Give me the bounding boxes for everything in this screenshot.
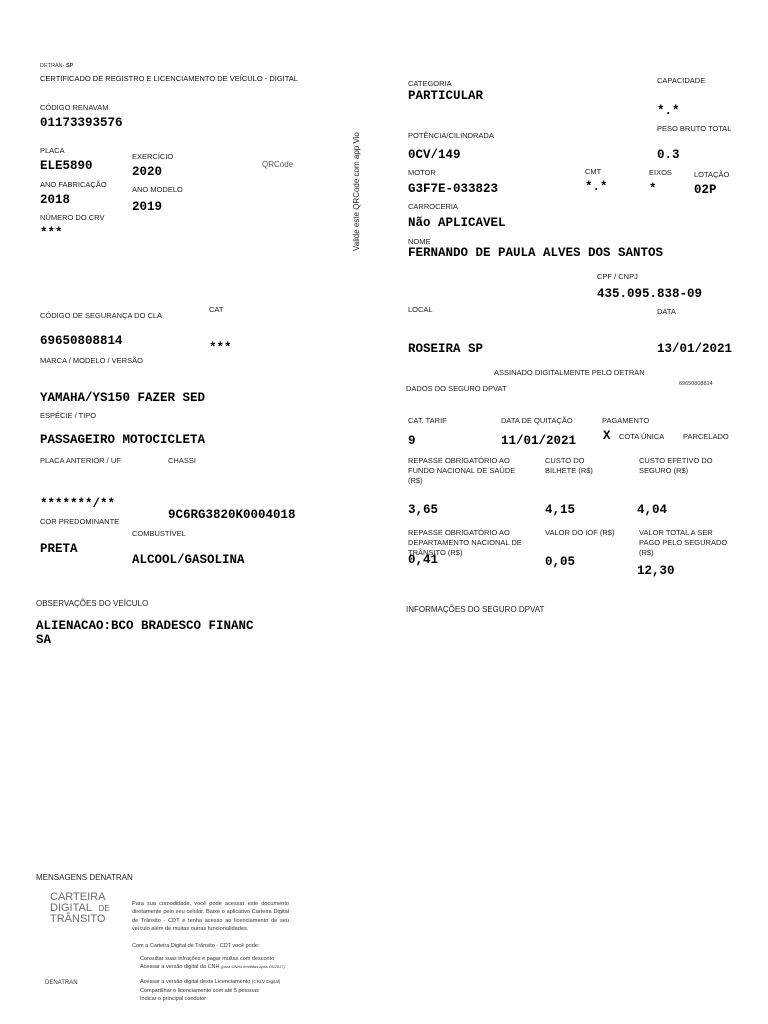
combustivel-label: COMBUSTÍVEL	[132, 529, 186, 538]
potencia-value: 0CV/149	[408, 148, 461, 162]
categoria-value: PARTICULAR	[408, 89, 484, 103]
custo-bilhete-label: CUSTO DO BILHETE (R$)	[545, 456, 593, 475]
capacidade-label: CAPACIDADE	[657, 76, 706, 85]
iof-value: 0,05	[545, 555, 576, 569]
cdt-item5: Indicar o principal condutor	[140, 996, 207, 1002]
especie-label: ESPÉCIE / TIPO	[40, 411, 97, 420]
nome-value: FERNANDO DE PAULA ALVES DOS SANTOS	[408, 246, 664, 260]
parcelado-label: PARCELADO	[683, 432, 729, 441]
lotacao-label: LOTAÇÃO	[694, 170, 730, 179]
repasse-denatran-label: REPASSE OBRIGATÓRIO AO DEPARTAMENTO NACIONAL DE TRÂNSITO (R$)	[408, 528, 522, 557]
document-title: CERTIFICADO DE REGISTRO E LICENCIAMENTO DE VEÍCULO - DIGITAL	[40, 74, 298, 83]
pagamento-label: PAGAMENTO	[602, 416, 650, 425]
combustivel-value: ALCOOL/GASOLINA	[132, 553, 245, 567]
cdt-item3-note: (CRLV Digital)	[251, 979, 281, 984]
exercicio-value: 2020	[132, 165, 163, 179]
custo-bilhete-value: 4,15	[545, 503, 576, 517]
codigo-seguranca-label: CÓDIGO DE SEGURANÇA DO CLA	[40, 311, 163, 320]
chassi-value: 9C6RG3820K0004018	[168, 508, 296, 522]
local-label: LOCAL	[408, 305, 433, 314]
detran-label	[40, 63, 73, 69]
ano-modelo-value: 2019	[132, 200, 163, 214]
repasse-fns-value: 3,65	[408, 503, 439, 517]
cmt-value: *.*	[585, 180, 608, 194]
carroceria-label: CARROCERIA	[408, 202, 459, 211]
custo-efetivo-label: CUSTO EFETIVO DO SEGURO (R$)	[639, 456, 713, 475]
placa-value: ELE5890	[40, 159, 93, 173]
eixos-value: *	[649, 182, 657, 196]
dpvat-info-label: INFORMAÇÕES DO SEGURO DPVAT	[406, 605, 545, 614]
observacoes-line2: SA	[36, 633, 52, 647]
cor-label: COR PREDOMINANTE	[40, 517, 120, 526]
dpvat-code: 69650808814	[679, 381, 713, 387]
total-label: VALOR TOTAL A SER PAGO PELO SEGURADO (R$)	[639, 528, 728, 557]
ano-fabricacao-value: 2018	[40, 193, 71, 207]
motor-label: MOTOR	[408, 168, 436, 177]
cdt-item1: Consultar suas infrações e pagar multas com desconto	[140, 956, 275, 962]
iof-label: VALOR DO IOF (R$)	[545, 528, 615, 537]
cdt-item3-text: Acessar a versão digital deste Licenciamento	[140, 979, 251, 985]
mensagens-title: MENSAGENS DENATRAN	[36, 873, 133, 882]
detran-prefix: DETRAN-	[40, 63, 65, 69]
numero-crv-value: ***	[40, 226, 63, 240]
marca-label: MARCA / MODELO / VERSÃO	[40, 356, 143, 365]
cdt-item3	[140, 979, 280, 985]
codigo-seguranca-value: 69650808814	[40, 334, 123, 348]
dpvat-title: DADOS DO SEGURO DPVAT	[406, 384, 507, 393]
cat-tarif-label: CAT. TARIF	[408, 416, 447, 425]
observacoes-label: OBSERVAÇÕES DO VEÍCULO	[36, 599, 149, 608]
cat-value: ***	[209, 341, 232, 355]
renavam-value: 01173393576	[40, 116, 123, 130]
categoria-label: CATEGORIA	[408, 79, 452, 88]
ano-fabricacao-label: ANO FABRICAÇÃO	[40, 180, 107, 189]
data-value: 13/01/2021	[657, 342, 733, 356]
eixos-label: EIXOS	[649, 168, 672, 177]
especie-value: PASSAGEIRO MOTOCICLETA	[40, 433, 206, 447]
denatran-label: DENATRAN	[45, 980, 78, 986]
cmt-label: CMT	[585, 167, 602, 176]
cdt-item2-text: Acessar a versão digital da CNH	[140, 964, 220, 970]
logo-line1: CARTEIRA	[50, 891, 106, 903]
placa-anterior-value: *******/**	[40, 497, 116, 511]
peso-label: PESO BRUTO TOTAL	[657, 124, 732, 133]
lotacao-value: 02P	[694, 183, 717, 197]
motor-value: G3F7E-033823	[408, 182, 499, 196]
logo-line2: DIGITAL	[50, 902, 92, 914]
nome-label: NOME	[408, 237, 431, 246]
marca-value: YAMAHA/YS150 FAZER SED	[40, 391, 206, 405]
observacoes-line1: ALIENACAO:BCO BRADESCO FINANC	[36, 619, 254, 633]
cdt-item2-note: (para CNHs emitidas após 05/2017)	[221, 964, 285, 969]
cdt-item2	[140, 964, 285, 970]
cdt-logo	[50, 892, 130, 924]
ano-modelo-label: ANO MODELO	[132, 185, 183, 194]
renavam-label: CÓDIGO RENAVAM	[40, 103, 109, 112]
cat-tarif-value: 9	[408, 434, 416, 448]
cdt-paragraph: Para sua comodidade, você pode acessar este documento diretamente pelo seu celular. Baixe o aplicativo Carteira Digital de Trânsito - CDT e tenha acesso ao licenciamento de seu veículo além de muitas outras funcionalidades.	[132, 901, 289, 932]
placa-anterior-label: PLACA ANTERIOR / UF	[40, 456, 121, 465]
logo-de: DE	[98, 904, 110, 913]
data-quitacao-label: DATA DE QUITAÇÃO	[501, 416, 573, 425]
local-value: ROSEIRA SP	[408, 342, 484, 356]
cdt-item4: Compartilhar o licenciamento com até 5 pessoas	[140, 988, 259, 994]
cdt-intro: Com a Carteira Digital de Trânsito - CDT você pode:	[132, 943, 260, 949]
pagamento-mark: X	[603, 429, 611, 443]
qr-instruction: Valide este QRCode com app Vio	[352, 132, 361, 251]
cpf-label: CPF / CNPJ	[597, 272, 638, 281]
cota-unica-label: COTA ÚNICA	[619, 432, 665, 441]
qrcode-placeholder: QRCode	[262, 160, 294, 169]
cpf-value: 435.095.838-09	[597, 287, 703, 301]
data-label: DATA	[657, 307, 676, 316]
capacidade-value: *.*	[657, 104, 680, 118]
carroceria-value: Não APLICAVEL	[408, 216, 506, 230]
total-value: 12,30	[637, 564, 675, 578]
potencia-label: POTÊNCIA/CILINDRADA	[408, 131, 494, 140]
repasse-denatran-value: 0,41	[408, 553, 439, 567]
detran-uf: SP	[65, 63, 74, 69]
cor-value: PRETA	[40, 542, 78, 556]
custo-efetivo-value: 4,04	[637, 503, 668, 517]
exercicio-label: EXERCÍCIO	[132, 152, 174, 161]
chassi-label: CHASSI	[168, 456, 196, 465]
logo-line3: TRÂNSITO	[50, 913, 106, 925]
placa-label: PLACA	[40, 146, 65, 155]
repasse-fns-label: REPASSE OBRIGATÓRIO AO FUNDO NACIONAL DE SAÚDE (R$)	[408, 456, 516, 485]
data-quitacao-value: 11/01/2021	[501, 434, 577, 448]
numero-crv-label: NÚMERO DO CRV	[40, 213, 105, 222]
cat-label: CAT	[209, 305, 224, 314]
peso-value: 0.3	[657, 148, 680, 162]
assinado-label: ASSINADO DIGITALMENTE PELO DETRAN	[494, 368, 645, 377]
